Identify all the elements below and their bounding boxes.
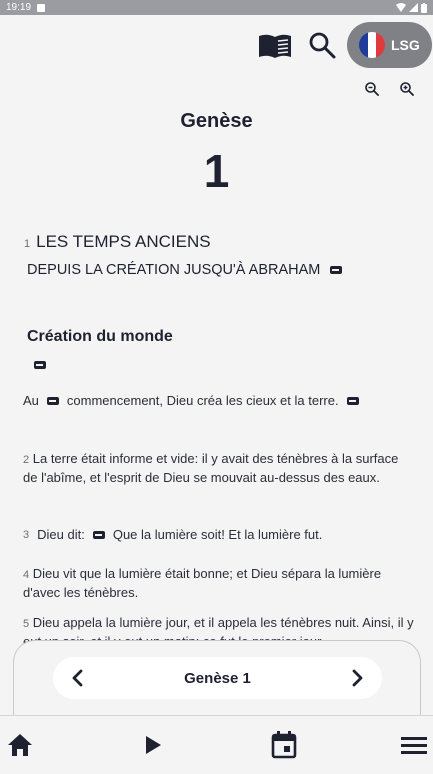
search-icon xyxy=(308,31,336,59)
verse-4[interactable] xyxy=(23,565,415,602)
version-label: LSG xyxy=(391,37,420,53)
verse-text: Dieu appela la lumière jour, et il appela les ténèbres nuit. Ainsi, il y xyxy=(32,615,414,630)
top-bar xyxy=(0,15,433,77)
home-icon xyxy=(7,733,33,757)
version-selector[interactable] xyxy=(347,22,432,68)
verse-3[interactable] xyxy=(23,526,415,544)
flag-stripe-red xyxy=(376,32,385,58)
verse-1[interactable] xyxy=(23,392,415,410)
sub-heading-text: DEPUIS LA CRÉATION JUSQU'À ABRAHAM xyxy=(27,262,321,278)
verse-text: commencement, Dieu créa les cieux et la terre. xyxy=(66,393,339,408)
previous-chapter-button[interactable] xyxy=(65,666,89,690)
zoom-out-button[interactable] xyxy=(362,79,382,99)
verse-number: 2 xyxy=(23,454,30,466)
verse-text: Que la lumière soit! Et la lumière fut. xyxy=(112,527,323,542)
book-list-button[interactable] xyxy=(256,31,294,61)
verse-number: 3 xyxy=(23,529,30,541)
verse-2[interactable] xyxy=(23,450,415,487)
chapter-navigator xyxy=(53,657,382,699)
book-title: Genèse xyxy=(180,110,253,132)
flag-stripe-white xyxy=(368,32,377,58)
wifi-icon xyxy=(396,3,406,12)
zoom-in-icon xyxy=(400,82,414,96)
home-button[interactable] xyxy=(5,730,35,760)
zoom-in-button[interactable] xyxy=(397,79,417,99)
chapter-number: 1 xyxy=(203,145,230,197)
current-chapter-label[interactable]: Genèse 1 xyxy=(184,669,251,687)
status-right xyxy=(396,3,427,13)
flag-stripe-blue xyxy=(359,32,368,58)
next-chapter-button[interactable] xyxy=(346,666,370,690)
chevron-right-icon xyxy=(351,669,365,687)
hamburger-menu-icon xyxy=(401,735,427,755)
open-book-icon xyxy=(257,33,293,59)
verse-number: 5 xyxy=(23,618,30,630)
search-button[interactable] xyxy=(306,29,338,61)
verse-text: Dieu vit que la lumière était bonne; et Dieu sépara la lumière d'avec les ténèbres. xyxy=(23,566,382,600)
bottom-navigation xyxy=(0,715,433,774)
status-time: 19:19 xyxy=(6,2,32,13)
section-title: Création du monde xyxy=(27,328,173,345)
major-heading xyxy=(24,232,211,252)
zoom-out-icon xyxy=(365,82,379,96)
verse-prefix: Au xyxy=(23,393,39,408)
chevron-left-icon xyxy=(70,669,84,687)
verse-prefix: Dieu dit: xyxy=(37,527,85,542)
status-left xyxy=(6,2,45,13)
footnote-icon[interactable] xyxy=(330,266,342,274)
calendar-button[interactable] xyxy=(269,730,299,760)
verse-text: La terre était informe et vide: il y avait des ténèbres à la surface de l'abîme, et l'esprit de Dieu se mouvait au-dessus des eaux. xyxy=(23,451,399,485)
status-bar xyxy=(0,0,433,15)
play-audio-button[interactable] xyxy=(138,730,168,760)
menu-button[interactable] xyxy=(399,730,429,760)
footnote-icon[interactable] xyxy=(34,361,46,369)
footnote-icon[interactable] xyxy=(347,397,359,405)
verse-number: 4 xyxy=(23,569,30,581)
footnote-icon[interactable] xyxy=(47,397,59,405)
calendar-icon xyxy=(271,731,297,759)
signal-icon xyxy=(409,3,418,12)
footnote-icon[interactable] xyxy=(93,531,105,539)
notification-icon xyxy=(37,4,45,12)
heading-number: 1 xyxy=(24,238,31,250)
french-flag-icon xyxy=(359,32,385,58)
major-heading-text: LES TEMPS ANCIENS xyxy=(36,232,211,251)
sub-heading xyxy=(27,262,342,278)
battery-icon xyxy=(421,3,427,13)
bible-text[interactable] xyxy=(0,100,433,670)
play-icon xyxy=(144,735,162,755)
